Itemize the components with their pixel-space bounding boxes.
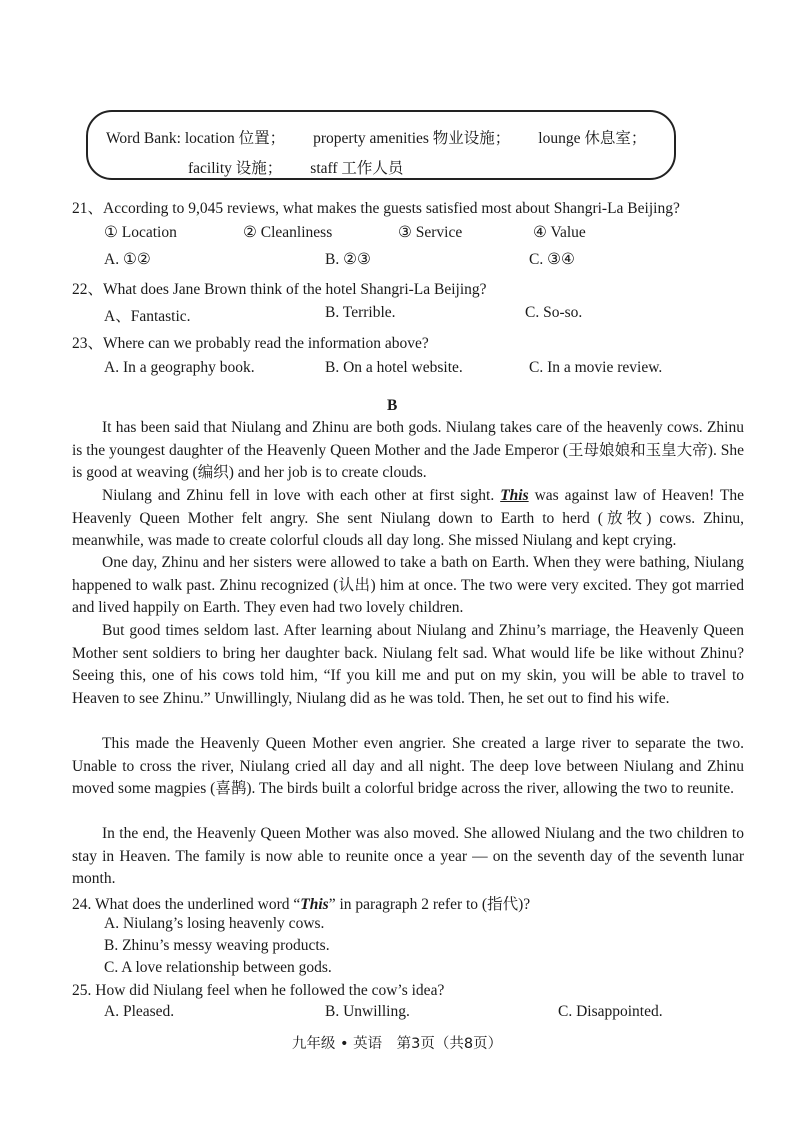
q24-option-a: A. Niulang’s losing heavenly cows. bbox=[104, 915, 325, 932]
passage-paragraph-5-text: This made the Heavenly Queen Mother even angrier. She created a large river to separate the two. Unable to cross the river, Niulang cried all day and all night. The deep love between Niulang and Zhinu moved some magpies (喜鹊). The birds built a colorful bridge across the river, allowing the two to reunite. bbox=[72, 735, 744, 797]
passage-paragraph-3 bbox=[72, 552, 744, 620]
word-bank-line-1 bbox=[106, 126, 646, 148]
section-label: B bbox=[387, 397, 398, 414]
passage-paragraph-4 bbox=[72, 620, 744, 710]
q22-option-c: C. So-so. bbox=[525, 304, 583, 321]
q21-item-4: ④ Value bbox=[533, 224, 586, 241]
page-footer: 九年级 • 英语 第3页（共8页） bbox=[291, 1036, 503, 1052]
word-bank-lounge: lounge 休息室； bbox=[538, 130, 647, 147]
passage-paragraph-6 bbox=[72, 823, 744, 891]
q21-item-2: ② Cleanliness bbox=[243, 224, 333, 241]
passage-paragraph-2-text-b: was against law of Heaven! The Heavenly Queen Mother felt angry. She sent Niulang down to Earth to herd (放牧) cows. Zhinu, meanwhile, was made to create colorful clouds all day long. She missed Niulang and kept crying. bbox=[72, 487, 745, 549]
word-bank-staff: staff 工作人员 bbox=[310, 160, 404, 177]
q24-option-c: C. A love relationship between gods. bbox=[104, 959, 332, 976]
q24-stem-word: This bbox=[300, 896, 329, 913]
q24-stem-a: 24. What does the underlined word “ bbox=[72, 896, 301, 913]
underlined-word-this: This bbox=[500, 487, 529, 504]
q25-option-c: C. Disappointed. bbox=[558, 1003, 663, 1020]
q23-stem: 23、Where can we probably read the information above? bbox=[72, 335, 429, 352]
q21-option-c: C. ③④ bbox=[529, 251, 575, 268]
q21-option-b: B. ②③ bbox=[325, 251, 371, 268]
q21-item-1: ① Location bbox=[104, 224, 177, 241]
q25-stem: 25. How did Niulang feel when he followed the cow’s idea? bbox=[72, 982, 445, 999]
q23-option-a: A. In a geography book. bbox=[104, 359, 255, 376]
q24-option-b: B. Zhinu’s messy weaving products. bbox=[104, 937, 330, 954]
q25-option-b: B. Unwilling. bbox=[325, 1003, 410, 1020]
q24-stem-b: ” in paragraph 2 refer to (指代)? bbox=[328, 896, 531, 913]
q25-option-a: A. Pleased. bbox=[104, 1003, 175, 1020]
word-bank-line-2 bbox=[188, 156, 403, 178]
word-bank-location: Word Bank: location 位置； bbox=[106, 130, 286, 147]
q21-option-a: A. ①② bbox=[104, 251, 151, 268]
word-bank-amenities: property amenities 物业设施； bbox=[313, 130, 511, 147]
passage-paragraph-6-text: In the end, the Heavenly Queen Mother was also moved. She allowed Niulang and the two children to stay in Heaven. The family is now able to reunite once a year — on the seventh day of the seventh lunar month. bbox=[72, 825, 744, 887]
q22-stem: 22、What does Jane Brown think of the hotel Shangri-La Beijing? bbox=[72, 281, 487, 298]
q21-stem: 21、According to 9,045 reviews, what makes the guests satisfied most about Shangri-La Beijing? bbox=[72, 200, 680, 217]
q24-stem bbox=[72, 892, 530, 914]
passage-paragraph-2 bbox=[72, 485, 744, 553]
word-bank-facility: facility 设施； bbox=[188, 160, 283, 177]
q22-option-b: B. Terrible. bbox=[325, 304, 396, 321]
passage-paragraph-2-text-a: Niulang and Zhinu fell in love with each other at first sight. bbox=[102, 487, 495, 504]
q23-option-c: C. In a movie review. bbox=[529, 359, 663, 376]
q23-option-b: B. On a hotel website. bbox=[325, 359, 463, 376]
passage-paragraph-3-text: One day, Zhinu and her sisters were allowed to take a bath on Earth. When they were bathing, Niulang happened to walk past. Zhinu recognized (认出) him at once. The two were very excited. They got married and lived happily on Earth. They even had two lovely children. bbox=[72, 554, 744, 616]
passage-paragraph-4-text: But good times seldom last. After learning about Niulang and Zhinu’s marriage, the Heavenly Queen Mother sent soldiers to bring her daughter back. Niulang felt sad. What would life be like without Zhinu? Seeing this, one of his cows told him, “If you kill me and put on my skin, you will be able to travel to Heaven to see Zhinu.” Unwillingly, Niulang did as he was told. Then, he set out to find his wife. bbox=[72, 622, 744, 707]
passage-paragraph-1 bbox=[72, 417, 744, 485]
word-bank-box bbox=[86, 110, 676, 180]
passage-paragraph-1-text: It has been said that Niulang and Zhinu are both gods. Niulang takes care of the heavenly cows. Zhinu is the youngest daughter of the Heavenly Queen Mother and the Jade Emperor (王母娘娘和玉皇大帝). She is good at weaving (编织) and her job is to create clouds. bbox=[72, 419, 744, 481]
q21-item-3: ③ Service bbox=[398, 224, 463, 241]
passage-paragraph-5 bbox=[72, 733, 744, 801]
q22-option-a: A、Fantastic. bbox=[104, 308, 191, 325]
